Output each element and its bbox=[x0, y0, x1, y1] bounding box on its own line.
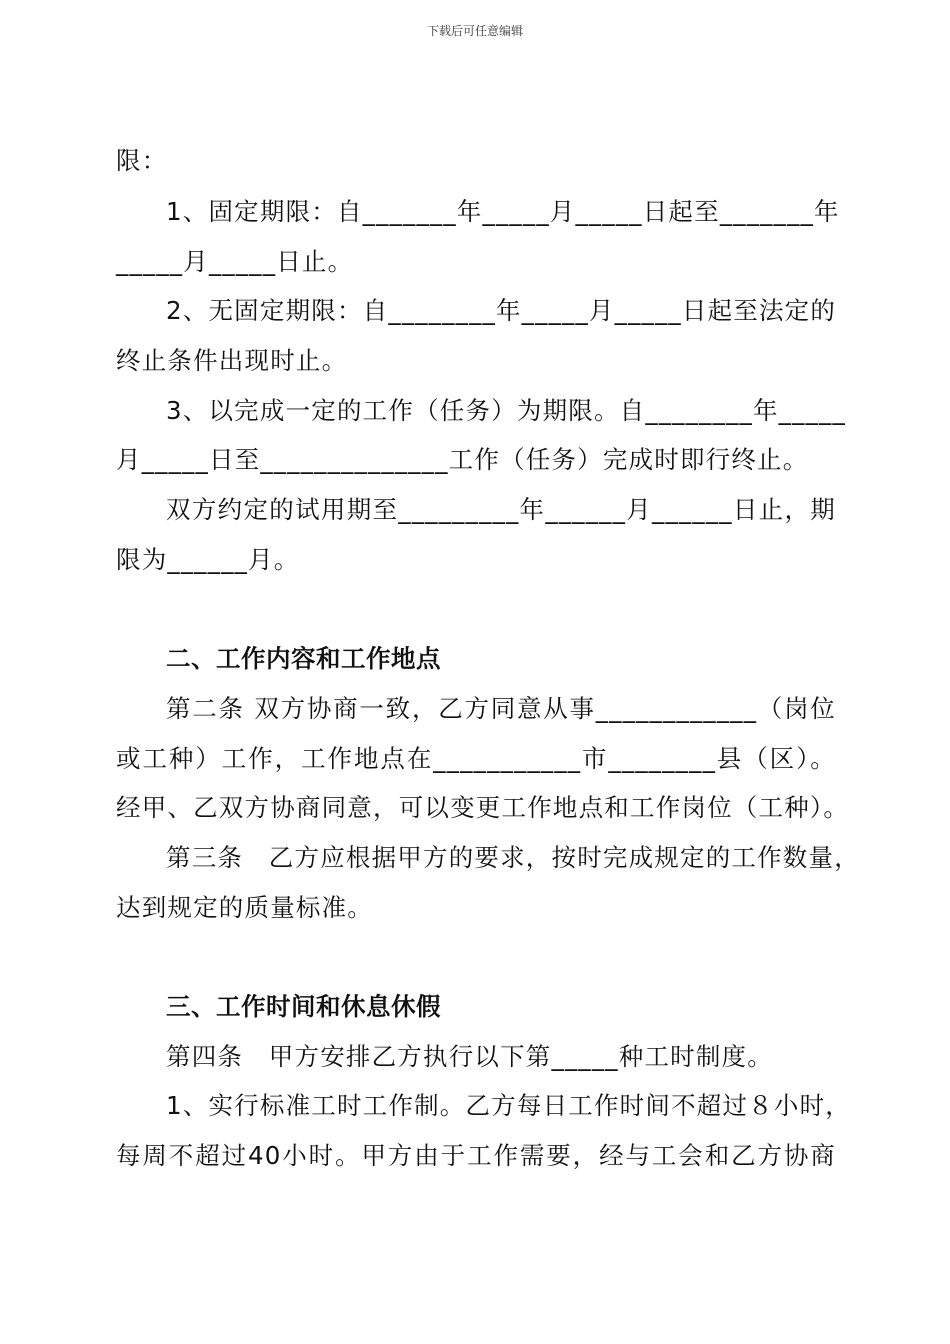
text-line: 每周不超过40小时。甲方由于工作需要，经与工会和乙方协商 bbox=[116, 1141, 836, 1170]
text-line: 第四条 甲方安排乙方执行以下第_____种工时制度。 bbox=[166, 1042, 773, 1071]
text-line: 1、固定期限：自_______年_____月_____日起至_______年 bbox=[166, 197, 840, 226]
text-line: 限： bbox=[116, 146, 168, 175]
text-line: 终止条件出现时止。 bbox=[116, 346, 348, 375]
text-line: 限为______月。 bbox=[116, 545, 300, 574]
text-line: 2、无固定期限：自________年_____月_____日起至法定的 bbox=[166, 296, 837, 325]
text-line: 月_____日至______________工作（任务）完成时即行终止。 bbox=[116, 445, 809, 474]
text-line: 或工种）工作，工作地点在___________市________县（区）。 bbox=[116, 744, 836, 773]
text-line: 3、以完成一定的工作（任务）为期限。自________年_____ bbox=[166, 396, 846, 425]
page-header: 下载后可任意编辑 bbox=[426, 24, 523, 38]
section-heading: 二、工作内容和工作地点 bbox=[166, 644, 441, 673]
text-line: 双方约定的试用期至_________年______月______日止，期 bbox=[166, 495, 836, 524]
text-line: 第三条 乙方应根据甲方的要求，按时完成规定的工作数量， bbox=[166, 843, 860, 872]
text-line: 第二条 双方协商一致，乙方同意从事____________（岗位 bbox=[166, 694, 836, 723]
text-line: _____月_____日止。 bbox=[116, 247, 354, 276]
text-line: 达到规定的质量标准。 bbox=[116, 893, 373, 922]
section-heading: 三、工作时间和休息休假 bbox=[166, 992, 441, 1021]
text-line: 经甲、乙双方协商同意，可以变更工作地点和工作岗位（工种）。 bbox=[116, 793, 850, 822]
text-line: 1、实行标准工时工作制。乙方每日工作时间不超过８小时， bbox=[166, 1091, 851, 1120]
